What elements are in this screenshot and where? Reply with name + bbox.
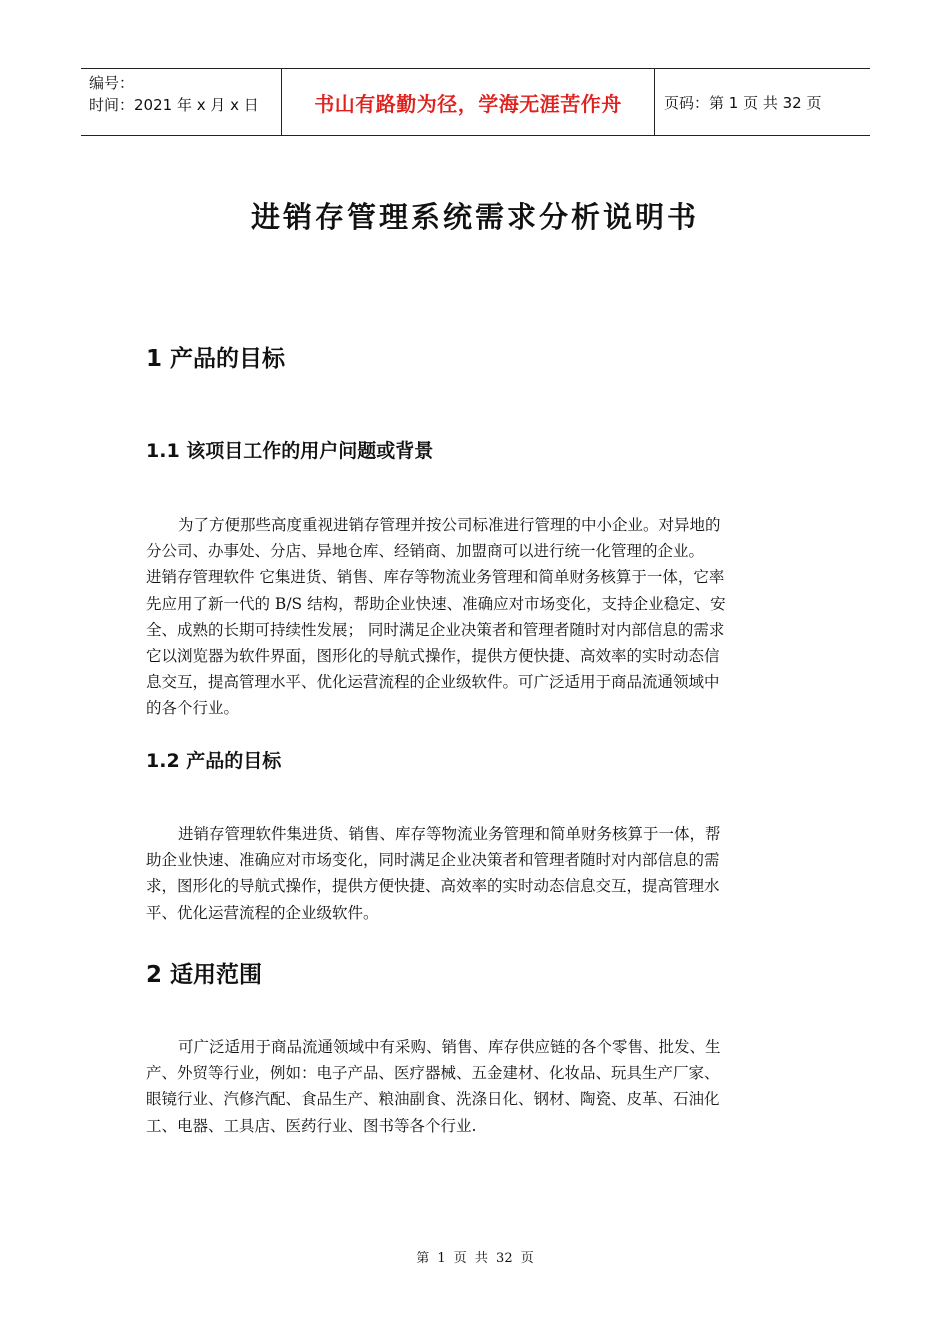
document-number-label: 编号： <box>89 74 135 92</box>
header-page-info: 页码：第 1 页 共 32 页 <box>664 93 822 112</box>
document-time-label: 时间：2021 年 x 月 x 日 <box>89 96 259 114</box>
paragraph-line: 全、成熟的长期可持续性发展； 同时满足企业决策者和管理者随时对内部信息的需求 <box>146 620 725 639</box>
section-1-2-paragraph <box>146 821 806 926</box>
paragraph-line: 进销存管理软件集进货、销售、库存等物流业务管理和简单财务核算于一体，帮 <box>178 825 721 843</box>
section-1-heading: 1 产品的目标 <box>146 346 286 372</box>
header-meta-cell <box>81 69 281 135</box>
paragraph-line: 息交互，提高管理水平、优化运营流程的企业级软件。可广泛适用于商品流通领域中 <box>146 673 720 692</box>
section-2-heading: 2 适用范围 <box>146 962 263 988</box>
paragraph-line: 进销存管理软件 它集进货、销售、库存等物流业务管理和简单财务核算于一体，它率 <box>146 568 725 587</box>
section-1-2-heading: 1.2 产品的目标 <box>146 750 282 772</box>
paragraph-line: 可广泛适用于商品流通领域中有采购、销售、库存供应链的各个零售、批发、生 <box>178 1038 721 1056</box>
paragraph-line: 眼镜行业、汽修汽配、食品生产、粮油副食、洗涤日化、钢材、陶瓷、皮革、石油化 <box>146 1090 720 1109</box>
paragraph-line: 产、外贸等行业，例如：电子产品、医疗器械、五金建材、化妆品、玩具生产厂家、 <box>146 1064 720 1083</box>
header-table <box>81 68 870 136</box>
header-motto: 书山有路勤为径，学海无涯苦作舟 <box>281 69 655 135</box>
section-1-1-paragraph <box>146 512 806 722</box>
paragraph-line: 为了方便那些高度重视进销存管理并按公司标准进行管理的中小企业。对异地的 <box>178 516 721 534</box>
section-1-1-heading: 1.1 该项目工作的用户问题或背景 <box>146 440 434 462</box>
paragraph-line: 先应用了新一代的 B/S 结构，帮助企业快速、准确应对市场变化，支持企业稳定、安 <box>146 594 726 613</box>
paragraph-line: 平、优化运营流程的企业级软件。 <box>146 903 379 922</box>
paragraph-line: 助企业快速、准确应对市场变化，同时满足企业决策者和管理者随时对内部信息的需 <box>146 851 720 870</box>
paragraph-line: 分公司、办事处、分店、异地仓库、经销商、加盟商可以进行统一化管理的企业。 <box>146 542 705 561</box>
section-2-paragraph <box>146 1034 806 1139</box>
paragraph-line: 工、电器、工具店、医药行业、图书等各个行业. <box>146 1116 477 1135</box>
page-footer: 第 1 页 共 32 页 <box>416 1251 534 1266</box>
paragraph-line: 求，图形化的导航式操作，提供方便快捷、高效率的实时动态信息交互，提高管理水 <box>146 877 720 896</box>
paragraph-line: 的各个行业。 <box>146 699 240 718</box>
document-title: 进销存管理系统需求分析说明书 <box>250 200 699 234</box>
paragraph-line: 它以浏览器为软件界面，图形化的导航式操作，提供方便快捷、高效率的实时动态信 <box>146 647 720 666</box>
